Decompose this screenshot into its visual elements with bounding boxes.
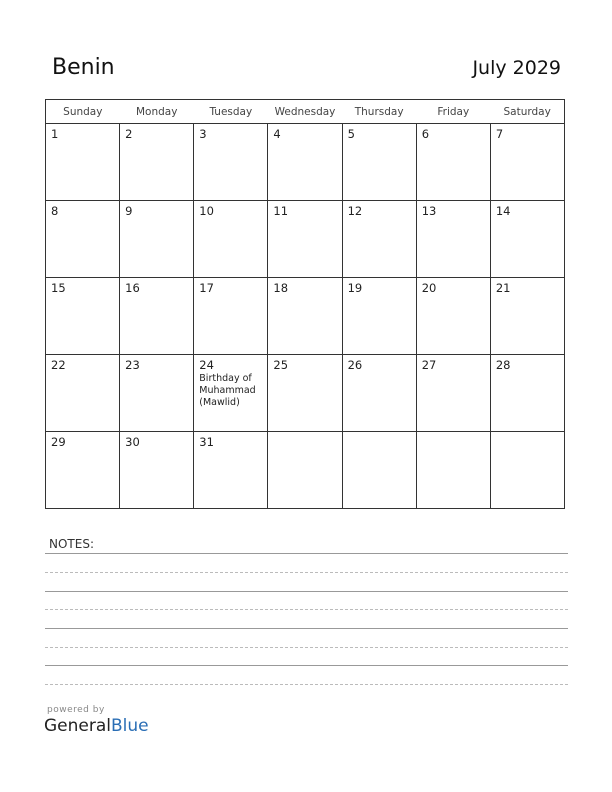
day-number: 15	[51, 281, 66, 295]
day-cell	[120, 278, 194, 355]
day-cell	[120, 201, 194, 278]
day-number: 23	[125, 358, 140, 372]
day-number: 6	[421, 127, 430, 141]
weekday-sunday: Sunday	[46, 100, 120, 124]
day-number: 4	[273, 127, 281, 141]
weekday-saturday: Saturday	[490, 100, 564, 124]
brand-blue: Blue	[111, 716, 149, 736]
day-number: 19	[347, 281, 363, 295]
day-number: 1	[51, 127, 59, 141]
weekday-tuesday: Tuesday	[194, 100, 268, 124]
day-cell	[46, 432, 120, 509]
day-number: 18	[273, 281, 289, 295]
weekday-friday: Friday	[416, 100, 490, 124]
week-row	[46, 432, 565, 509]
note-line	[45, 609, 568, 610]
day-number: 20	[421, 281, 437, 295]
day-number: 25	[273, 358, 289, 372]
day-cell	[120, 432, 194, 509]
note-line	[45, 591, 568, 592]
note-line	[45, 665, 568, 666]
weekday-thursday: Thursday	[342, 100, 416, 124]
day-cell	[490, 355, 564, 432]
day-cell	[46, 355, 120, 432]
day-cell	[268, 124, 342, 201]
day-cell	[416, 201, 490, 278]
day-number: 5	[347, 127, 355, 141]
brand-general: General	[44, 716, 111, 736]
day-cell	[490, 124, 564, 201]
day-number: 16	[125, 281, 140, 295]
note-line	[45, 553, 568, 554]
day-number: 24	[199, 358, 214, 372]
day-cell	[46, 124, 120, 201]
day-cell	[342, 201, 416, 278]
day-number: 30	[125, 435, 140, 449]
day-cell	[490, 278, 564, 355]
day-number: 17	[199, 281, 214, 295]
day-cell	[416, 432, 490, 509]
day-cell	[46, 278, 120, 355]
month-year-title: July 2029	[472, 57, 561, 79]
day-number: 12	[347, 204, 363, 218]
day-number: 10	[199, 204, 214, 218]
day-number: 3	[199, 127, 207, 141]
note-line	[45, 647, 568, 648]
day-cell	[416, 278, 490, 355]
day-number: 26	[347, 358, 363, 372]
day-cell	[268, 201, 342, 278]
day-cell	[268, 355, 342, 432]
day-number: 31	[199, 435, 214, 449]
day-cell	[268, 432, 342, 509]
week-row	[46, 124, 565, 201]
weekday-wednesday: Wednesday	[268, 100, 342, 124]
country-title: Benin	[52, 55, 115, 80]
week-row	[46, 201, 565, 278]
day-number: 7	[495, 127, 504, 141]
day-cell	[490, 201, 564, 278]
calendar-grid	[45, 99, 565, 509]
note-line	[45, 628, 568, 629]
day-number: 21	[495, 281, 511, 295]
day-cell	[194, 355, 268, 432]
day-cell	[268, 278, 342, 355]
note-line	[45, 684, 568, 685]
day-cell	[194, 432, 268, 509]
day-number: 2	[125, 127, 133, 141]
day-cell	[342, 432, 416, 509]
note-line	[45, 572, 568, 573]
day-cell	[342, 355, 416, 432]
generalblue-logo	[44, 716, 149, 736]
week-row	[46, 278, 565, 355]
day-cell	[342, 278, 416, 355]
day-cell	[490, 432, 564, 509]
day-number: 27	[421, 358, 437, 372]
notes-label: NOTES:	[49, 537, 94, 551]
day-number: 14	[495, 204, 511, 218]
powered-by-label: powered by	[47, 705, 105, 715]
day-cell	[194, 278, 268, 355]
day-cell	[194, 201, 268, 278]
day-number: 11	[273, 204, 289, 218]
day-cell	[120, 124, 194, 201]
day-cell	[342, 124, 416, 201]
day-number: 22	[51, 358, 66, 372]
weekday-header-row	[46, 100, 565, 124]
weekday-monday: Monday	[120, 100, 194, 124]
day-cell	[46, 201, 120, 278]
day-number: 8	[51, 204, 59, 218]
day-cell	[416, 124, 490, 201]
day-number: 28	[495, 358, 511, 372]
day-number: 29	[51, 435, 66, 449]
holiday-label: Birthday of Muhammad (Mawlid)	[199, 373, 256, 408]
day-cell	[194, 124, 268, 201]
day-number: 9	[125, 204, 133, 218]
day-number: 13	[421, 204, 437, 218]
day-cell	[416, 355, 490, 432]
day-cell	[120, 355, 194, 432]
week-row	[46, 355, 565, 432]
